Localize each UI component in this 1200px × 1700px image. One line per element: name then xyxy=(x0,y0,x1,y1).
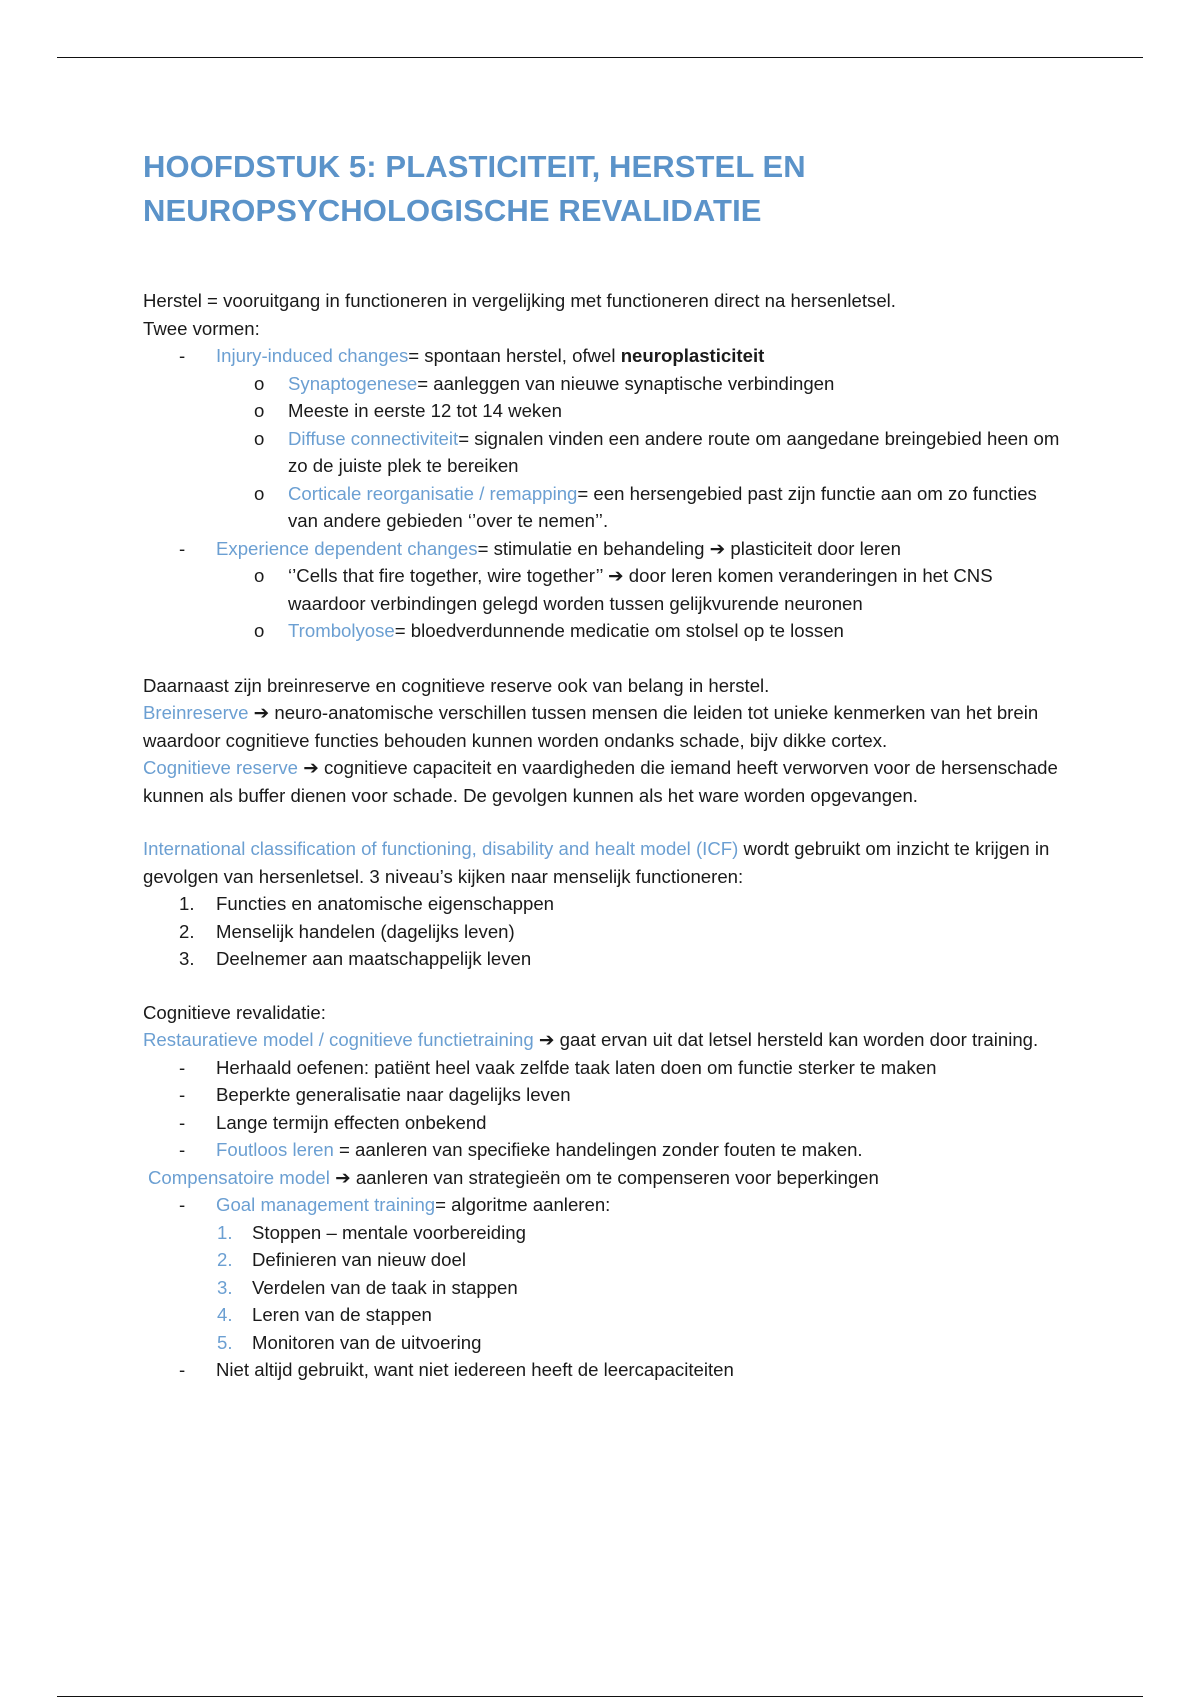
herstel-definition: Herstel = vooruitgang in functioneren in vergelijking met functioneren direct na hersenletsel. xyxy=(143,290,896,311)
two-forms-label: Twee vormen: xyxy=(143,317,260,339)
breinreserve-text: neuro-anatomische verschillen tussen mensen die leiden tot unieke kenmerken van het brein waardoor cognitieve functies behouden kunnen worden ondanks schade, bijv dikke cortex. xyxy=(143,702,1039,751)
cognitieve-reserve-paragraph xyxy=(143,754,1063,809)
term-restauratieve-model: Restauratieve model / cognitieve functietraining xyxy=(143,1029,534,1050)
term-foutloos-leren: Foutloos leren xyxy=(216,1139,334,1160)
list-text: = algoritme aanleren: xyxy=(435,1194,611,1215)
list-item xyxy=(143,1356,1063,1384)
bullet-dash: - xyxy=(179,1111,186,1133)
reserve-intro: Daarnaast zijn breinreserve en cognitieve reserve ook van belang in herstel. xyxy=(143,674,770,696)
sub-item xyxy=(143,425,1063,480)
gmt-steps-list xyxy=(143,1219,1063,1357)
term-cognitieve-reserve: Cognitieve reserve xyxy=(143,757,299,778)
list-item xyxy=(143,1329,1063,1357)
arrow-icon: ➔ xyxy=(709,537,726,559)
list-item xyxy=(143,1246,1063,1274)
list-item xyxy=(143,1301,1063,1329)
bullet-o: o xyxy=(254,620,265,641)
list-number: 1. xyxy=(179,893,195,914)
bullet-o: o xyxy=(254,482,265,504)
list-text: Herhaald oefenen: patiënt heel vaak zelfde taak laten doen om functie sterker te maken xyxy=(216,1056,937,1078)
heading-line-1: HOOFDSTUK 5: PLASTICITEIT, HERSTEL EN xyxy=(143,149,806,184)
term-experience: Experience dependent changes xyxy=(216,537,478,559)
list-text: Monitoren van de uitvoering xyxy=(252,1331,482,1353)
term-icf: International classification of functioning, disability and healt model (ICF) xyxy=(143,838,739,859)
bullet-dash: - xyxy=(179,1359,186,1380)
sub-text: = aanleggen van nieuwe synaptische verbindingen xyxy=(417,372,835,394)
final-list xyxy=(143,1356,1063,1384)
list-item xyxy=(143,945,1063,973)
list-item xyxy=(143,1219,1063,1247)
list-number: 2. xyxy=(217,1249,233,1270)
list-text: Niet altijd gebruikt, want niet iedereen heeft de leercapaciteiten xyxy=(216,1359,734,1380)
injury-text: = spontaan herstel, ofwel xyxy=(408,345,621,366)
term-compensatoire-model: Compensatoire model xyxy=(148,1166,330,1188)
icf-text: wordt gebruikt om inzicht te krijgen in gevolgen van hersenletsel. 3 niveau’s kijken naar menselijk functioneren: xyxy=(143,838,1050,887)
bullet-dash: - xyxy=(179,345,186,366)
chapter-heading xyxy=(143,145,1063,233)
breinreserve-paragraph xyxy=(143,699,1063,754)
bullet-dash: - xyxy=(179,537,186,559)
bullet-dash: - xyxy=(179,1194,186,1215)
forms-list xyxy=(143,342,1063,645)
compensatory-text: aanleren van strategieën om te compenseren voor beperkingen xyxy=(350,1166,879,1188)
list-text: Beperkte generalisatie naar dagelijks leven xyxy=(216,1084,571,1105)
list-number: 3. xyxy=(217,1276,233,1298)
term-diffuse-connectiviteit: Diffuse connectiviteit xyxy=(288,427,459,449)
list-text: = aanleren van specifieke handelingen zonder fouten te maken. xyxy=(333,1139,863,1160)
list-text: Menselijk handelen (dagelijks leven) xyxy=(216,920,515,942)
bullet-dash: - xyxy=(179,1084,186,1105)
bullet-o: o xyxy=(254,372,265,394)
list-text: Lange termijn effecten onbekend xyxy=(216,1111,487,1133)
sub-item xyxy=(143,617,1063,645)
arrow-icon: ➔ xyxy=(253,702,270,723)
list-number: 1. xyxy=(217,1221,233,1243)
sub-text: = signalen vinden een andere route om aangedane breingebied heen om zo de juiste plek te bereiken xyxy=(288,427,1060,476)
sub-text: ‘’Cells that fire together, wire together’’ ➔ door leren komen veranderingen in het CNS waardoor verbindingen gelegd worden tussen gelijkvurende neuronen xyxy=(288,565,993,614)
sub-item xyxy=(143,480,1063,535)
list-number: 4. xyxy=(217,1304,233,1325)
bullet-dash: - xyxy=(179,1056,186,1078)
list-text: Leren van de stappen xyxy=(252,1304,432,1325)
experience-text-2: plasticiteit door leren xyxy=(725,537,901,559)
sub-text: Meeste in eerste 12 tot 14 weken xyxy=(288,400,562,421)
list-text: Functies en anatomische eigenschappen xyxy=(216,893,555,914)
header-rule xyxy=(57,57,1143,58)
compensatory-paragraph xyxy=(143,1164,1063,1192)
bullet-o: o xyxy=(254,427,265,449)
sub-item xyxy=(143,397,1063,425)
sub-text: = bloedverdunnende medicatie om stolsel op te lossen xyxy=(394,620,844,641)
list-text: Stoppen – mentale voorbereiding xyxy=(252,1221,526,1243)
sub-item xyxy=(143,370,1063,398)
list-item xyxy=(143,1274,1063,1302)
term-breinreserve: Breinreserve xyxy=(143,702,249,723)
bullet-o: o xyxy=(254,400,265,421)
list-number: 5. xyxy=(217,1331,233,1353)
list-item-experience xyxy=(143,535,1063,563)
document-page xyxy=(143,145,1063,1384)
term-synaptogenese: Synaptogenese xyxy=(288,372,418,394)
term-corticale-reorganisatie: Corticale reorganisatie / remapping xyxy=(288,482,578,504)
compensatory-list xyxy=(143,1191,1063,1219)
list-item-injury xyxy=(143,342,1063,370)
sub-text: = een hersengebied past zijn functie aan om zo functies van andere gebieden ‘’over te nemen’’. xyxy=(288,482,1037,531)
list-number: 3. xyxy=(179,948,195,969)
bullet-dash: - xyxy=(179,1139,186,1160)
list-item xyxy=(143,1054,1063,1082)
list-item xyxy=(143,890,1063,918)
bullet-o: o xyxy=(254,565,265,586)
term-injury: Injury-induced changes xyxy=(216,345,409,366)
arrow-icon: ➔ xyxy=(538,1029,555,1050)
list-item xyxy=(143,1109,1063,1137)
restorative-text: gaat ervan uit dat letsel hersteld kan worden door training. xyxy=(554,1029,1039,1050)
term-goal-management-training: Goal management training xyxy=(216,1194,436,1215)
restorative-list xyxy=(143,1054,1063,1164)
heading-line-2: NEUROPSYCHOLOGISCHE REVALIDATIE xyxy=(143,193,762,228)
list-item xyxy=(143,1136,1063,1164)
restorative-paragraph xyxy=(143,1026,1063,1054)
arrow-icon: ➔ xyxy=(303,757,319,778)
list-text: Definieren van nieuw doel xyxy=(252,1249,466,1270)
icf-levels-list xyxy=(143,890,1063,973)
experience-text: = stimulatie en behandeling xyxy=(477,537,710,559)
list-number: 2. xyxy=(179,920,195,942)
icf-paragraph xyxy=(143,835,1063,890)
term-trombolyose: Trombolyose xyxy=(288,620,395,641)
footer-rule xyxy=(57,1696,1143,1697)
arrow-icon: ➔ xyxy=(335,1166,351,1188)
cognitieve-reserve-text: cognitieve capaciteit en vaardigheden die iemand heeft verworven voor de hersenschade kunnen als buffer dienen voor schade. De gevolgen kunnen als het ware worden opgevangen. xyxy=(143,757,1058,806)
list-item xyxy=(143,1081,1063,1109)
list-text: Deelnemer aan maatschappelijk leven xyxy=(216,948,532,969)
rehab-title: Cognitieve revalidatie: xyxy=(143,1001,326,1023)
list-item xyxy=(143,918,1063,946)
list-text: Verdelen van de taak in stappen xyxy=(252,1276,518,1298)
sub-item xyxy=(143,562,1063,617)
list-item xyxy=(143,1191,1063,1219)
term-neuroplasticiteit: neuroplasticiteit xyxy=(620,345,765,366)
